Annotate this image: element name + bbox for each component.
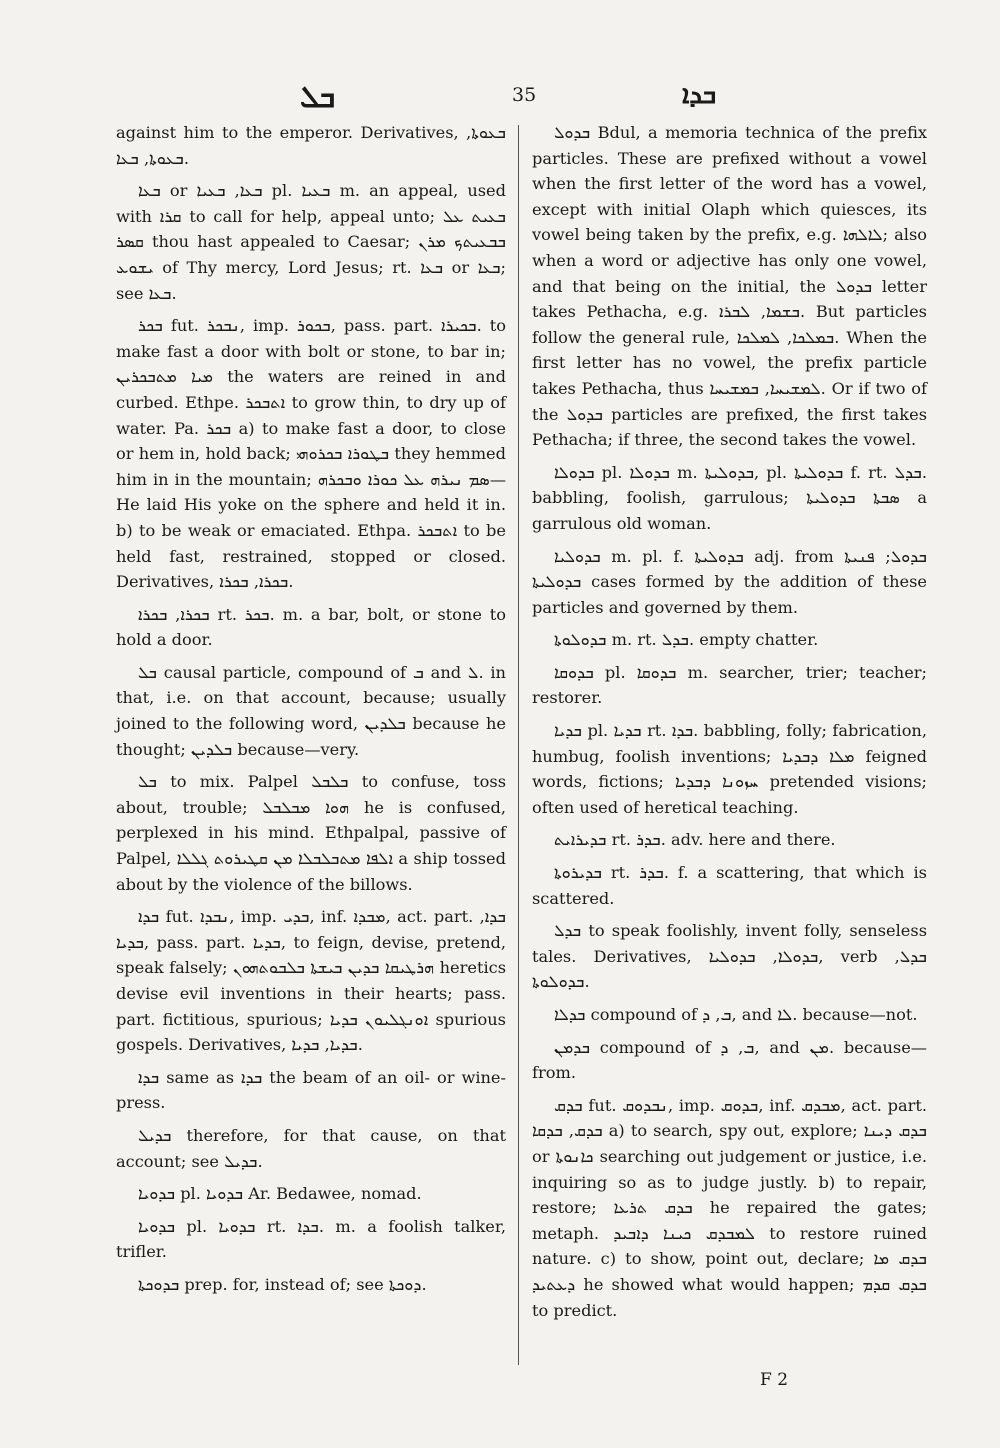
dictionary-entry: ܒܕܘܩܐ pl. ܒܕܘܩܐ m. searcher, trier; teacher; restorer. [532, 662, 927, 708]
page-header [0, 78, 1000, 118]
dictionary-entry: ܒܕܘܠܝܐ m. pl. f. ܒܕܘܠܝܬܐ adj. from ܒܕܘܠ; ܦܢܝܬܐ ܒܕܘܠܝܬܐ cases formed by the addition of these particles and governed by them. [532, 546, 927, 617]
dictionary-entry: ܒܕܝܠ therefore, for that cause, on that account; see ܒܕܝܠ. [116, 1125, 506, 1171]
dictionary-entry: ܒܕܡܢ compound of ܒ, ܕ, and ܡܢ. because—from. [532, 1037, 927, 1083]
dictionary-entry: ܒܕܝܐ pl. ܒܕܝܐ rt. ܒܕܐ. babbling, folly; fabrication, humbug, foolish inventions; ܡܠܐ ܕܒܕܝܐ feigned words, fictions; ܚܙܘܢܐ ܕܒܕܝܐ pretended visions; often used of heretical teaching. [532, 721, 928, 817]
dictionary-entry: ܒܕܘܠܘܬܐ m. rt. ܒܕܠ. empty chatter. [554, 630, 819, 650]
dictionary-entry: ܒܕܠܐ compound of ܒ, ܕ, and ܠܐ. because—not. [554, 1005, 918, 1024]
signature-mark: F 2 [760, 1370, 789, 1390]
dictionary-entry: ܒܕܝܪܐܝܬ rt. ܒܕܪ. adv. here and there. [554, 830, 836, 850]
dictionary-entry: ܒܥܐ or ܒܥܐ, ܒܥܝܐ pl. ܒܥܝܐ m. an appeal, used with ܩܪܐ to call for help, appeal unto; ܒܥܝܬ ܥܠ ܩܣܪ thou hast appealed to Caesar; ܒܒܥܝܬܟ ܡܪܢ ܝܫܘܥ of Thy mercy, Lord Jesus; rt. ܒܥܐ or ܒܥܐ; see ܒܥܐ. [116, 181, 506, 303]
dictionary-entry: ܒܕܐ fut. ܢܒܕܐ, imp. ܒܕܝ, inf. ܡܒܕܐ, act. part. ܒܕܐ, ܒܕܝܐ, pass. part. ܒܕܝܐ, to feign, devise, pretend, speak falsely; ܗܪܛܝܩܐ ܒܕܝܢ ܒܝܫܬܐ ܒܠܒܘܬܗܘܢ heretics devise evil inventions in their hearts; pass. part. fictitious, spurious; ܐܘܢܓܠܝܘܢ ܒܕܝܐ spurious gospels. Derivatives, ܒܕܝܐ, ܒܕܝܐ. [116, 907, 507, 1055]
right-column [532, 120, 927, 1330]
dictionary-entry: ܒܟܪ fut. ܢܒܟܪ, imp. ܒܟܘܪ, pass. part. ܒܟܝܪܐ. to make fast a door with bolt or stone, to bar in; ܡܝܐ ܡܬܒܟܪܝܢ the waters are reined in and curbed. Ethpe. ܐܬܒܟܪ to grow thin, to dry up of water. Pa. ܒܟܪ a) to make fast a door, to close or hem in, hold back; ܒܛܘܪܐ ܒܟܪܘܗܝ they hemmed him in in the mountain; ܣܡ ܢܝܪܗ ܥܠ ܟܘܪܐ ܘܒܟܪܗ—He laid His yoke on the sphere and held it in. b) to be weak or emaciated. Ethpa. ܐܬܒܟܪ to be held fast, restrained, stopped or closed. Derivatives, ܒܟܪܐ, ܒܟܪܐ. [116, 316, 507, 592]
dictionary-entry: ܒܕܘܟܬܐ prep. for, instead of; see ܕܘܟܬܐ. [138, 1274, 427, 1294]
header-left-word: ܒܠ [300, 80, 336, 115]
dictionary-entry: ܒܕܘܝܐ pl. ܒܕܘܝܐ rt. ܒܕܐ. m. a foolish talker, trifler. [116, 1216, 506, 1262]
dictionary-entry: ܒܠ causal particle, compound of ܒ and ܠ. in that, i.e. on that account, because; usually joined to the following word, ܒܠܕܝܢ because he thought; ܒܠܕܝܢ because—very. [116, 662, 506, 759]
dictionary-entry: ܒܕܘܠ Bdul, a memoria technica of the prefix particles. These are prefixed without a vowel when the first letter of the word has a vowel, except with initial Olaph which quiesces, its vowel being taken by the prefix, e.g. ܠܐܠܗܐ; also when a word or adjective has only one vowel, and that being on the initial, the ܒܕܘܠ letter takes Pethacha, e.g. ܒܫܡܐ, ܠܒܪܐ. But particles follow the general rule, ܒܡܠܟܐ, ܠܡܠܟܐ. When the first letter has no vowel, the prefix particle takes Pethacha, thus ܠܡܫܝܚܐ, ܒܡܫܝܚܐ. Or if two of the ܒܕܘܠ particles are prefixed, the first takes Pethacha; if three, the second takes the vowel. [532, 123, 928, 450]
header-right-word: ܒܕܐ [682, 80, 717, 110]
dictionary-entry: ܒܕܝܪܘܬܐ rt. ܒܕܪ. f. a scattering, that which is scattered. [532, 863, 927, 908]
dictionary-entry: ܒܕܘܝܐ pl. ܒܕܘܝܐ Ar. Bedawee, nomad. [138, 1184, 422, 1204]
dictionary-entry: ܒܕܐ same as ܒܕܐ the beam of an oil- or wine-press. [116, 1067, 506, 1113]
dictionary-entry: ܒܕܩ fut. ܢܒܕܘܩ, imp. ܒܕܘܩ, inf. ܡܒܕܩ, act. part. ܒܕܩ, ܒܕܩܐ a) to search, spy out, explore; ܒܕܩ ܕܝܢܐ or ܟܐܢܘܬܐ searching out judgement or justice, i.e. inquiring so as to judge justly. b) to repair, restore; ܒܕܩ ܬܪܥܐ he repaired the gates; metaph. ܠܡܒܕܩ ܟܝܢܐ ܕܐܒܝܕ to restore ruined nature. c) to show, point out, declare; ܒܕܩ ܡܐ ܕܥܬܝܕ he showed what would happen; ܒܕܩ ܩܕܡ to predict. [532, 1095, 928, 1320]
dictionary-entry: against him to the emperor. Derivatives, ܒܥܘܬܐ, ܒܥܘܬܐ, ܒܥܐ. [116, 123, 506, 168]
column-divider [518, 125, 519, 1365]
dictionary-entry: ܒܕܘܠܐ pl. ܒܕܘܠܐ m. ܒܕܘܠܝܬܐ, pl. ܒܕܘܠܝܬܐ f. rt. ܒܕܠ. babbling, foolish, garrulous; ܣܒܬܐ ܒܕܘܠܝܬܐ a garrulous old woman. [532, 462, 928, 533]
dictionary-entry: ܒܟܪܐ, ܒܟܪܐ rt. ܒܟܪ. m. a bar, bolt, or stone to hold a door. [116, 604, 506, 650]
dictionary-entry: ܒܕܠ to speak foolishly, invent folly, senseless tales. Derivatives, ܒܕܘܠܐ, ܒܕܘܠܝܐ, verb ܒܕܠ, ܒܕܘܠܘܬܐ. [532, 921, 927, 992]
page-number: 35 [512, 84, 537, 106]
dictionary-entry: ܒܠ to mix. Palpel ܒܠܒܠ to confuse, toss about, trouble; ܗܘܐ ܡܒܠܒܠ he is confused, perplexed in his mind. Ethpalpal, passive of Palpel, ܐܠܦܐ ܡܬܒܠܒܠܐ ܡܢ ܩܛܝܪܘܬ ܓܠܠܐ a ship tossed about by the violence of the billows. [116, 772, 507, 894]
left-column [116, 120, 506, 1305]
